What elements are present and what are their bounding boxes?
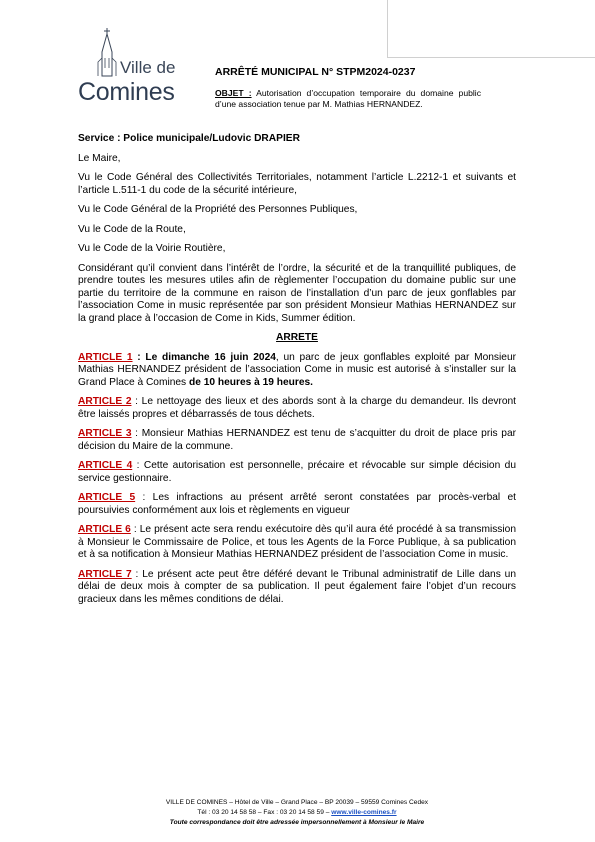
footer-address: VILLE DE COMINES – Hôtel de Ville – Grand Place – BP 20039 – 59559 Comines Cedex — [165, 799, 429, 806]
article-3-text: : Monsieur Mathias HERNANDEZ est tenu de s’acquitter du droit de place pris par décision du Maire de la commune. — [78, 428, 517, 452]
article-1-date: Le dimanche 16 juin 2024 — [145, 351, 276, 363]
logo-ville-text: Ville de — [120, 58, 176, 77]
objet-text: Autorisation d’occupation temporaire du domaine public d’une association tenue par M. Mathias HERNANDEZ. — [215, 88, 482, 109]
article-2 — [78, 396, 516, 421]
article-5-text: : Les infractions au présent arrêté seront constatées par procès-verbal et poursuivies conformément aux lois et règlements en vigueur — [78, 492, 516, 516]
vu-code-route: Vu le Code de la Route, — [78, 223, 186, 235]
footer — [78, 798, 516, 828]
maire-line: Le Maire, — [78, 152, 121, 164]
article-1 — [78, 352, 516, 390]
article-6 — [78, 524, 516, 562]
city-logo — [78, 28, 196, 108]
footer-correspondence-note: Toute correspondance doit être adressée impersonnellement à Monsieur le Maire — [169, 819, 425, 826]
document-title: ARRÊTÉ MUNICIPAL N° STPM2024-0237 — [215, 66, 416, 78]
article-4 — [78, 460, 516, 485]
article-3-label: ARTICLE 3 — [78, 428, 132, 439]
document-body — [78, 133, 516, 613]
footer-contact — [78, 808, 516, 818]
article-1-text: , un parc de jeux gonflables exploité par Monsieur Mathias HERNANDEZ président de l’association Come in music est autorisé à s’installer sur la Grand Place à Comines — [78, 351, 516, 388]
objet-label: OBJET : — [215, 88, 252, 98]
article-4-text: : Cette autorisation est personnelle, précaire et révocable sur simple décision du service gestionnaire. — [78, 460, 516, 484]
article-1-sep: : — [132, 351, 146, 363]
considerant-paragraph: Considérant qu’il convient dans l’intérêt de l’ordre, la sécurité et de la tranquillité publiques, de prendre toutes les mesures utiles afin de règlementer l’occupation du domaine public sur une partie du territoire de la commune en raison de l’installation d’un parc de jeux gonflables par l’association Come in music représentée par son président Monsieur Mathias HERNANDEZ sur la grand place à l’occasion de Come in Kids, Summer édition. — [78, 262, 516, 324]
article-3 — [78, 428, 516, 453]
article-4-label: ARTICLE 4 — [78, 460, 133, 471]
objet-block — [215, 88, 481, 109]
article-7 — [78, 569, 516, 607]
article-5 — [78, 492, 516, 517]
arrete-heading: ARRETE — [276, 332, 318, 343]
vu-cgct: Vu le Code Général des Collectivités Territoriales, notamment l’article L.2212-1 et suivants et l’article L.511-1 du code de la sécurité intérieure, — [78, 172, 516, 196]
vu-voirie: Vu le Code de la Voirie Routière, — [78, 243, 226, 254]
logo-comines-text: Comines — [78, 78, 175, 106]
footer-phone: Tél : 03 20 14 58 58 – Fax : 03 20 14 58 59 – — [197, 809, 332, 816]
article-5-label: ARTICLE 5 — [78, 492, 136, 503]
article-1-hours: de 10 heures à 19 heures. — [188, 376, 314, 388]
article-2-label: ARTICLE 2 — [78, 396, 132, 407]
church-icon — [96, 28, 118, 78]
stamp-box — [387, 0, 595, 58]
article-6-text: : Le présent acte sera rendu exécutoire dès qu’il aura été procédé à sa transmission à Monsieur le Commissaire de Police, et tous les Agents de la Force Publique, à sa publication et à sa notification à Monsieur Mathias HERNANDEZ président de l’association Come in music. — [78, 524, 516, 560]
article-2-text: : Le nettoyage des lieux et des abords sont à la charge du demandeur. Ils devront être laissés propres et débarrassés de tous déchets. — [78, 396, 517, 420]
service-line: Service : Police municipale/Ludovic DRAPIER — [78, 133, 300, 144]
footer-website-link[interactable]: www.ville-comines.fr — [331, 809, 397, 816]
article-1-label: ARTICLE 1 — [78, 351, 133, 363]
article-7-label: ARTICLE 7 — [78, 568, 132, 580]
article-7-text: : Le présent acte peut être déféré devant le Tribunal administratif de Lille dans un délai de deux mois à compter de sa publication. Il peut également faire l’objet d’un recours gracieux dans les mêmes conditions de délai. — [78, 568, 516, 605]
article-6-label: ARTICLE 6 — [78, 524, 131, 535]
vu-cgppp: Vu le Code Général de la Propriété des Personnes Publiques, — [78, 204, 358, 215]
